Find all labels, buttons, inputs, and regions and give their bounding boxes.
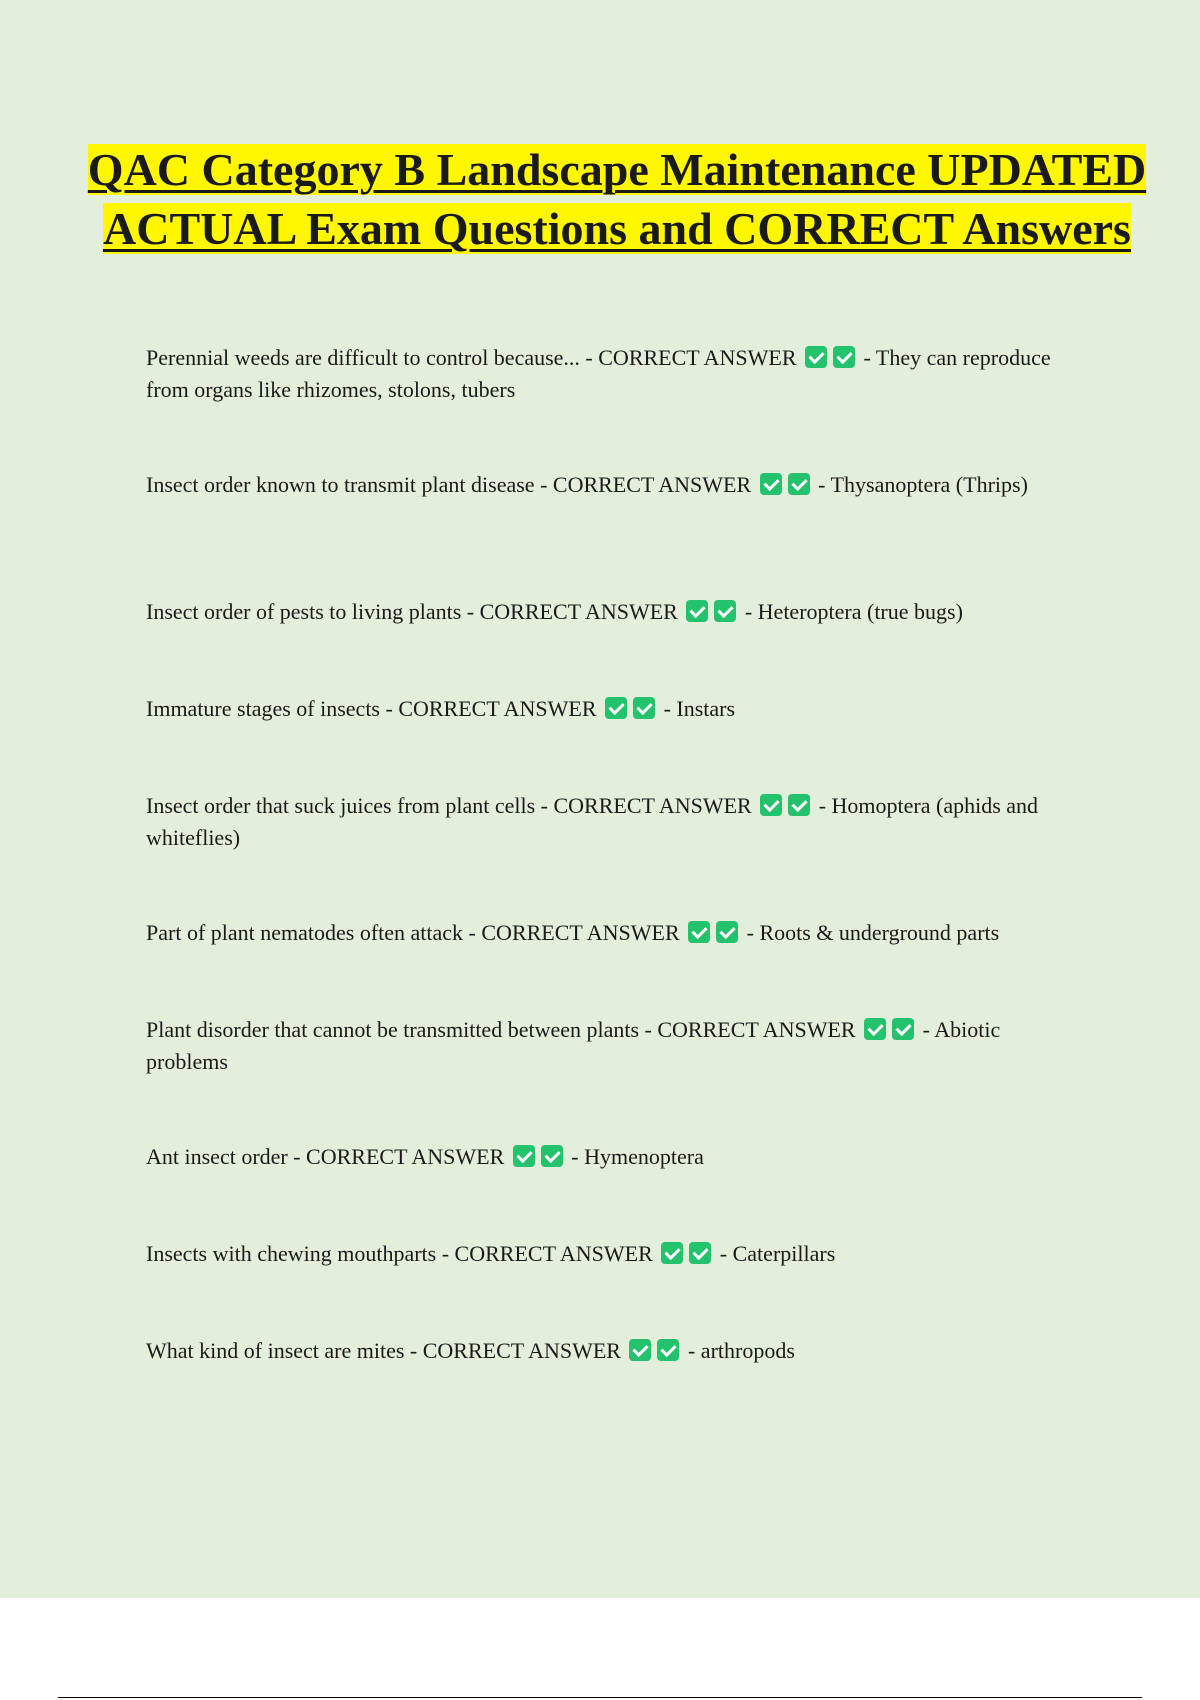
question-text: Insects with chewing mouthparts - CORRECT ANSWER	[146, 1241, 653, 1266]
check-mark-icon	[633, 697, 655, 719]
question-text: Insect order known to transmit plant disease - CORRECT ANSWER	[146, 472, 752, 497]
check-mark-icon	[714, 600, 736, 622]
qa-item	[146, 1014, 1086, 1078]
qa-item	[146, 596, 1086, 628]
answer-text: - Hymenoptera	[571, 1144, 704, 1169]
answer-text: - Caterpillars	[719, 1241, 836, 1266]
question-text: Immature stages of insects - CORRECT ANSWER	[146, 696, 597, 721]
check-mark-icon	[605, 697, 627, 719]
answer-text: - Thysanoptera (Thrips)	[818, 472, 1028, 497]
check-mark-icon	[833, 346, 855, 368]
question-text: Insect order that suck juices from plant cells - CORRECT ANSWER	[146, 793, 752, 818]
qa-item	[146, 1141, 1086, 1173]
question-text: What kind of insect are mites - CORRECT ANSWER	[146, 1338, 621, 1363]
check-mark-icon	[541, 1145, 563, 1167]
check-mark-icon	[629, 1339, 651, 1361]
question-text: Ant insect order - CORRECT ANSWER	[146, 1144, 505, 1169]
check-mark-icon	[688, 921, 710, 943]
qa-item	[146, 469, 1086, 501]
question-text: Part of plant nematodes often attack - CORRECT ANSWER	[146, 920, 680, 945]
question-text: Insect order of pests to living plants - CORRECT ANSWER	[146, 599, 678, 624]
check-mark-icon	[686, 600, 708, 622]
answer-text: - arthropods	[687, 1338, 795, 1363]
check-mark-icon	[788, 794, 810, 816]
qa-item	[146, 1238, 1086, 1270]
check-mark-icon	[864, 1018, 886, 1040]
document-title-text: QAC Category B Landscape Maintenance UPDATED ACTUAL Exam Questions and CORRECT Answers	[87, 144, 1147, 254]
question-text: Plant disorder that cannot be transmitted between plants - CORRECT ANSWER	[146, 1017, 856, 1042]
qa-item	[146, 693, 1086, 725]
check-mark-icon	[657, 1339, 679, 1361]
check-mark-icon	[689, 1242, 711, 1264]
answer-text: - Abiotic problems	[146, 1017, 1001, 1074]
qa-item	[146, 342, 1086, 406]
qa-item	[146, 917, 1086, 949]
check-mark-icon	[513, 1145, 535, 1167]
check-mark-icon	[788, 473, 810, 495]
answer-text: - Instars	[663, 696, 736, 721]
question-text: Perennial weeds are difficult to control because... - CORRECT ANSWER	[146, 345, 797, 370]
check-mark-icon	[805, 346, 827, 368]
check-mark-icon	[716, 921, 738, 943]
check-mark-icon	[892, 1018, 914, 1040]
answer-text: - Homoptera (aphids and whiteflies)	[146, 793, 1039, 850]
footer-divider	[58, 1697, 1142, 1698]
answer-text: - They can reproduce from organs like rhizomes, stolons, tubers	[146, 345, 1051, 402]
check-mark-icon	[760, 473, 782, 495]
document-title	[60, 140, 1174, 258]
check-mark-icon	[760, 794, 782, 816]
answer-text: - Heteroptera (true bugs)	[744, 599, 963, 624]
answer-text: - Roots & underground parts	[746, 920, 1000, 945]
qa-item	[146, 1335, 1086, 1367]
qa-item	[146, 790, 1086, 854]
check-mark-icon	[661, 1242, 683, 1264]
